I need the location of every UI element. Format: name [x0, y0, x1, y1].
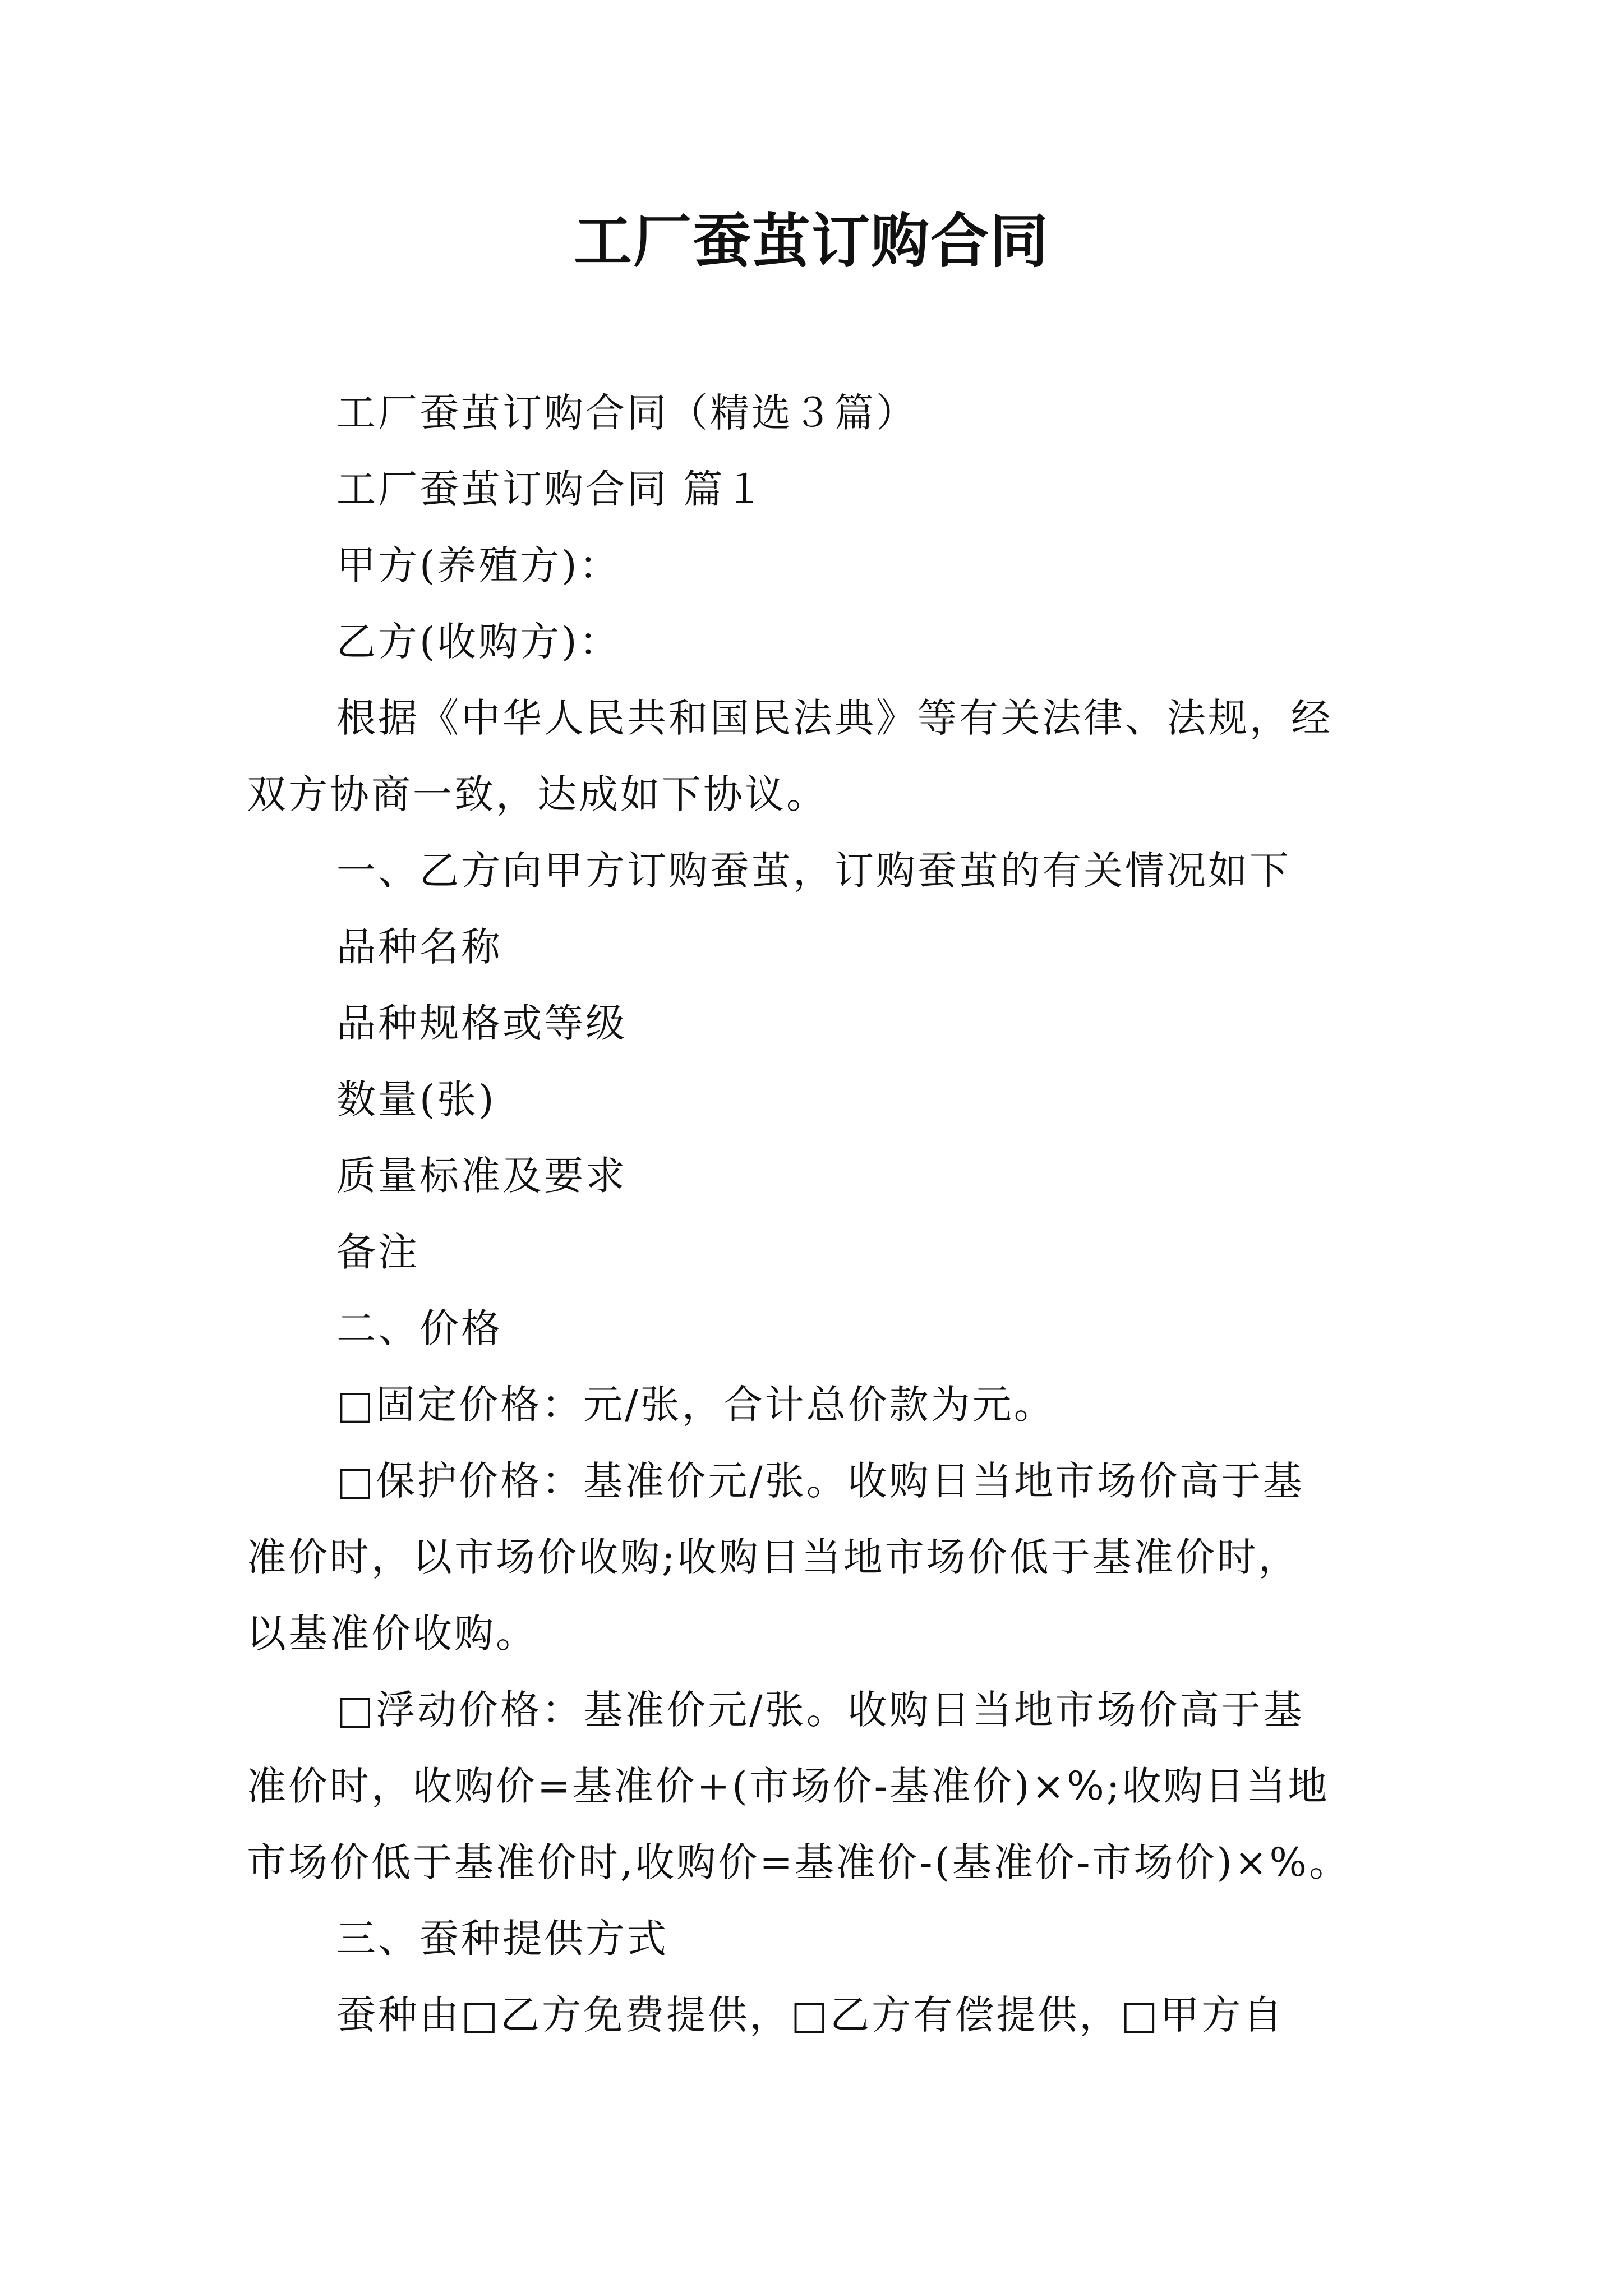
text-line: 品种名称 — [336, 924, 502, 970]
document-body — [247, 375, 1447, 2053]
text-line: 准价时，以市场价收购;收购日当地市场价低于基准价时， — [247, 1534, 1300, 1580]
document-title: 工厂蚕茧订购合同 — [573, 206, 1049, 275]
text-line: 双方协商一致，达成如下协议。 — [247, 771, 828, 817]
text-line: 蚕种由□乙方免费提供，□乙方有偿提供，□甲方自 — [336, 1992, 1285, 2038]
text-line: 品种规格或等级 — [336, 1000, 627, 1046]
text-line: 质量标准及要求 — [336, 1153, 627, 1199]
text-line: □固定价格：元/张，合计总价款为元。 — [336, 1382, 1055, 1428]
text-line: 一、乙方向甲方订购蚕茧，订购蚕茧的有关情况如下 — [336, 848, 1291, 894]
text-line: 工厂蚕茧订购合同 篇１ — [336, 466, 767, 512]
text-line: 市场价低于基准价时,收购价=基准价-(基准价-市场价)×%。 — [247, 1839, 1350, 1885]
text-line: □浮动价格：基准价元/张。收购日当地市场价高于基 — [336, 1687, 1304, 1733]
text-line: 甲方(养殖方)： — [336, 542, 621, 588]
text-line: 乙方(收购方)： — [336, 619, 621, 665]
text-line: 三、蚕种提供方式 — [336, 1916, 668, 1962]
text-line: 准价时，收购价=基准价+(市场价-基准价)×%;收购日当地 — [247, 1763, 1330, 1809]
text-line: 备注 — [336, 1229, 419, 1275]
text-line: 数量(张) — [336, 1076, 496, 1122]
text-line: 以基准价收购。 — [247, 1611, 537, 1657]
text-line: 工厂蚕茧订购合同（精选３篇） — [336, 390, 917, 436]
text-line: □保护价格：基准价元/张。收购日当地市场价高于基 — [336, 1458, 1304, 1504]
text-line: 根据《中华人民共和国民法典》等有关法律、法规，经 — [336, 695, 1332, 741]
text-line: 二、价格 — [336, 1305, 502, 1351]
